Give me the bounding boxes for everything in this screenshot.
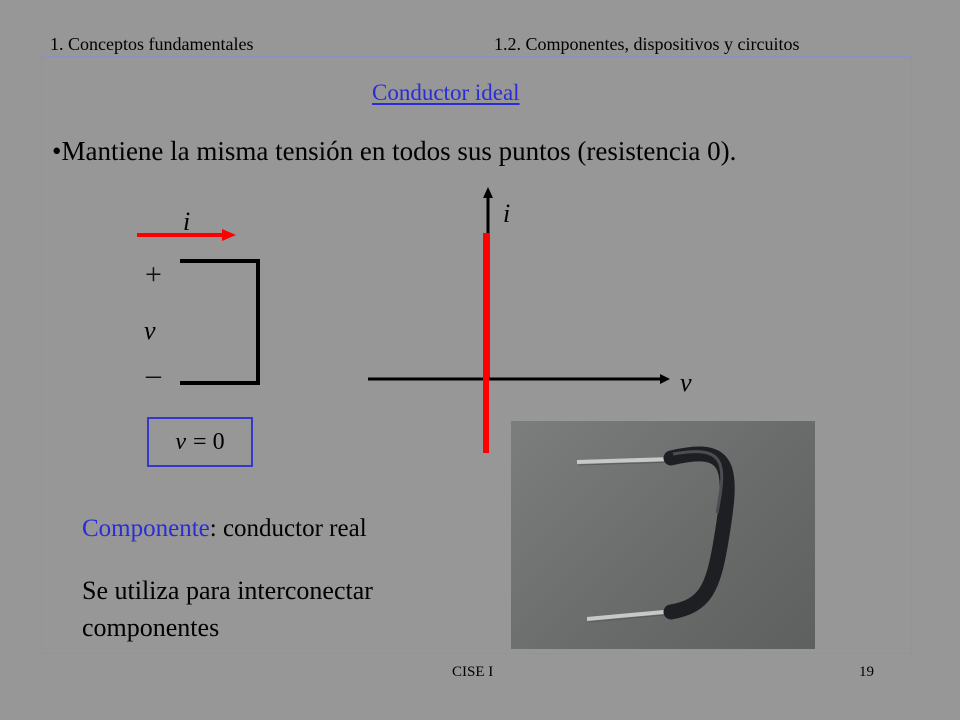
equation-value: = 0 [193, 428, 225, 455]
slide-title: Conductor ideal [372, 80, 520, 105]
conductor-wire [180, 261, 258, 383]
header-section: 1. Conceptos fundamentales [50, 34, 254, 54]
equation-variable: v [175, 428, 187, 455]
graph-x-label: v [680, 368, 692, 397]
footer-course: CISE I [452, 664, 494, 680]
header-subsection: 1.2. Componentes, dispositivos y circuitos [494, 34, 800, 54]
current-label: i [183, 207, 191, 236]
graph-axes [368, 187, 670, 384]
page-number: 19 [859, 664, 874, 680]
minus-sign: _ [146, 348, 161, 381]
usage-text: Se utiliza para interconectar componentes [82, 576, 373, 642]
jumper-wire-image [511, 421, 815, 649]
component-line [82, 515, 367, 543]
conductor-photo [511, 421, 815, 649]
component-description: : conductor real [209, 515, 367, 542]
voltage-label: v [144, 316, 156, 345]
plus-sign: + [145, 258, 162, 291]
current-arrow [137, 229, 236, 241]
component-term: Componente [82, 515, 210, 542]
graph-y-label: i [503, 199, 511, 228]
bullet-point: •Mantiene la misma tensión en todos sus puntos (resistencia 0). [52, 136, 737, 166]
